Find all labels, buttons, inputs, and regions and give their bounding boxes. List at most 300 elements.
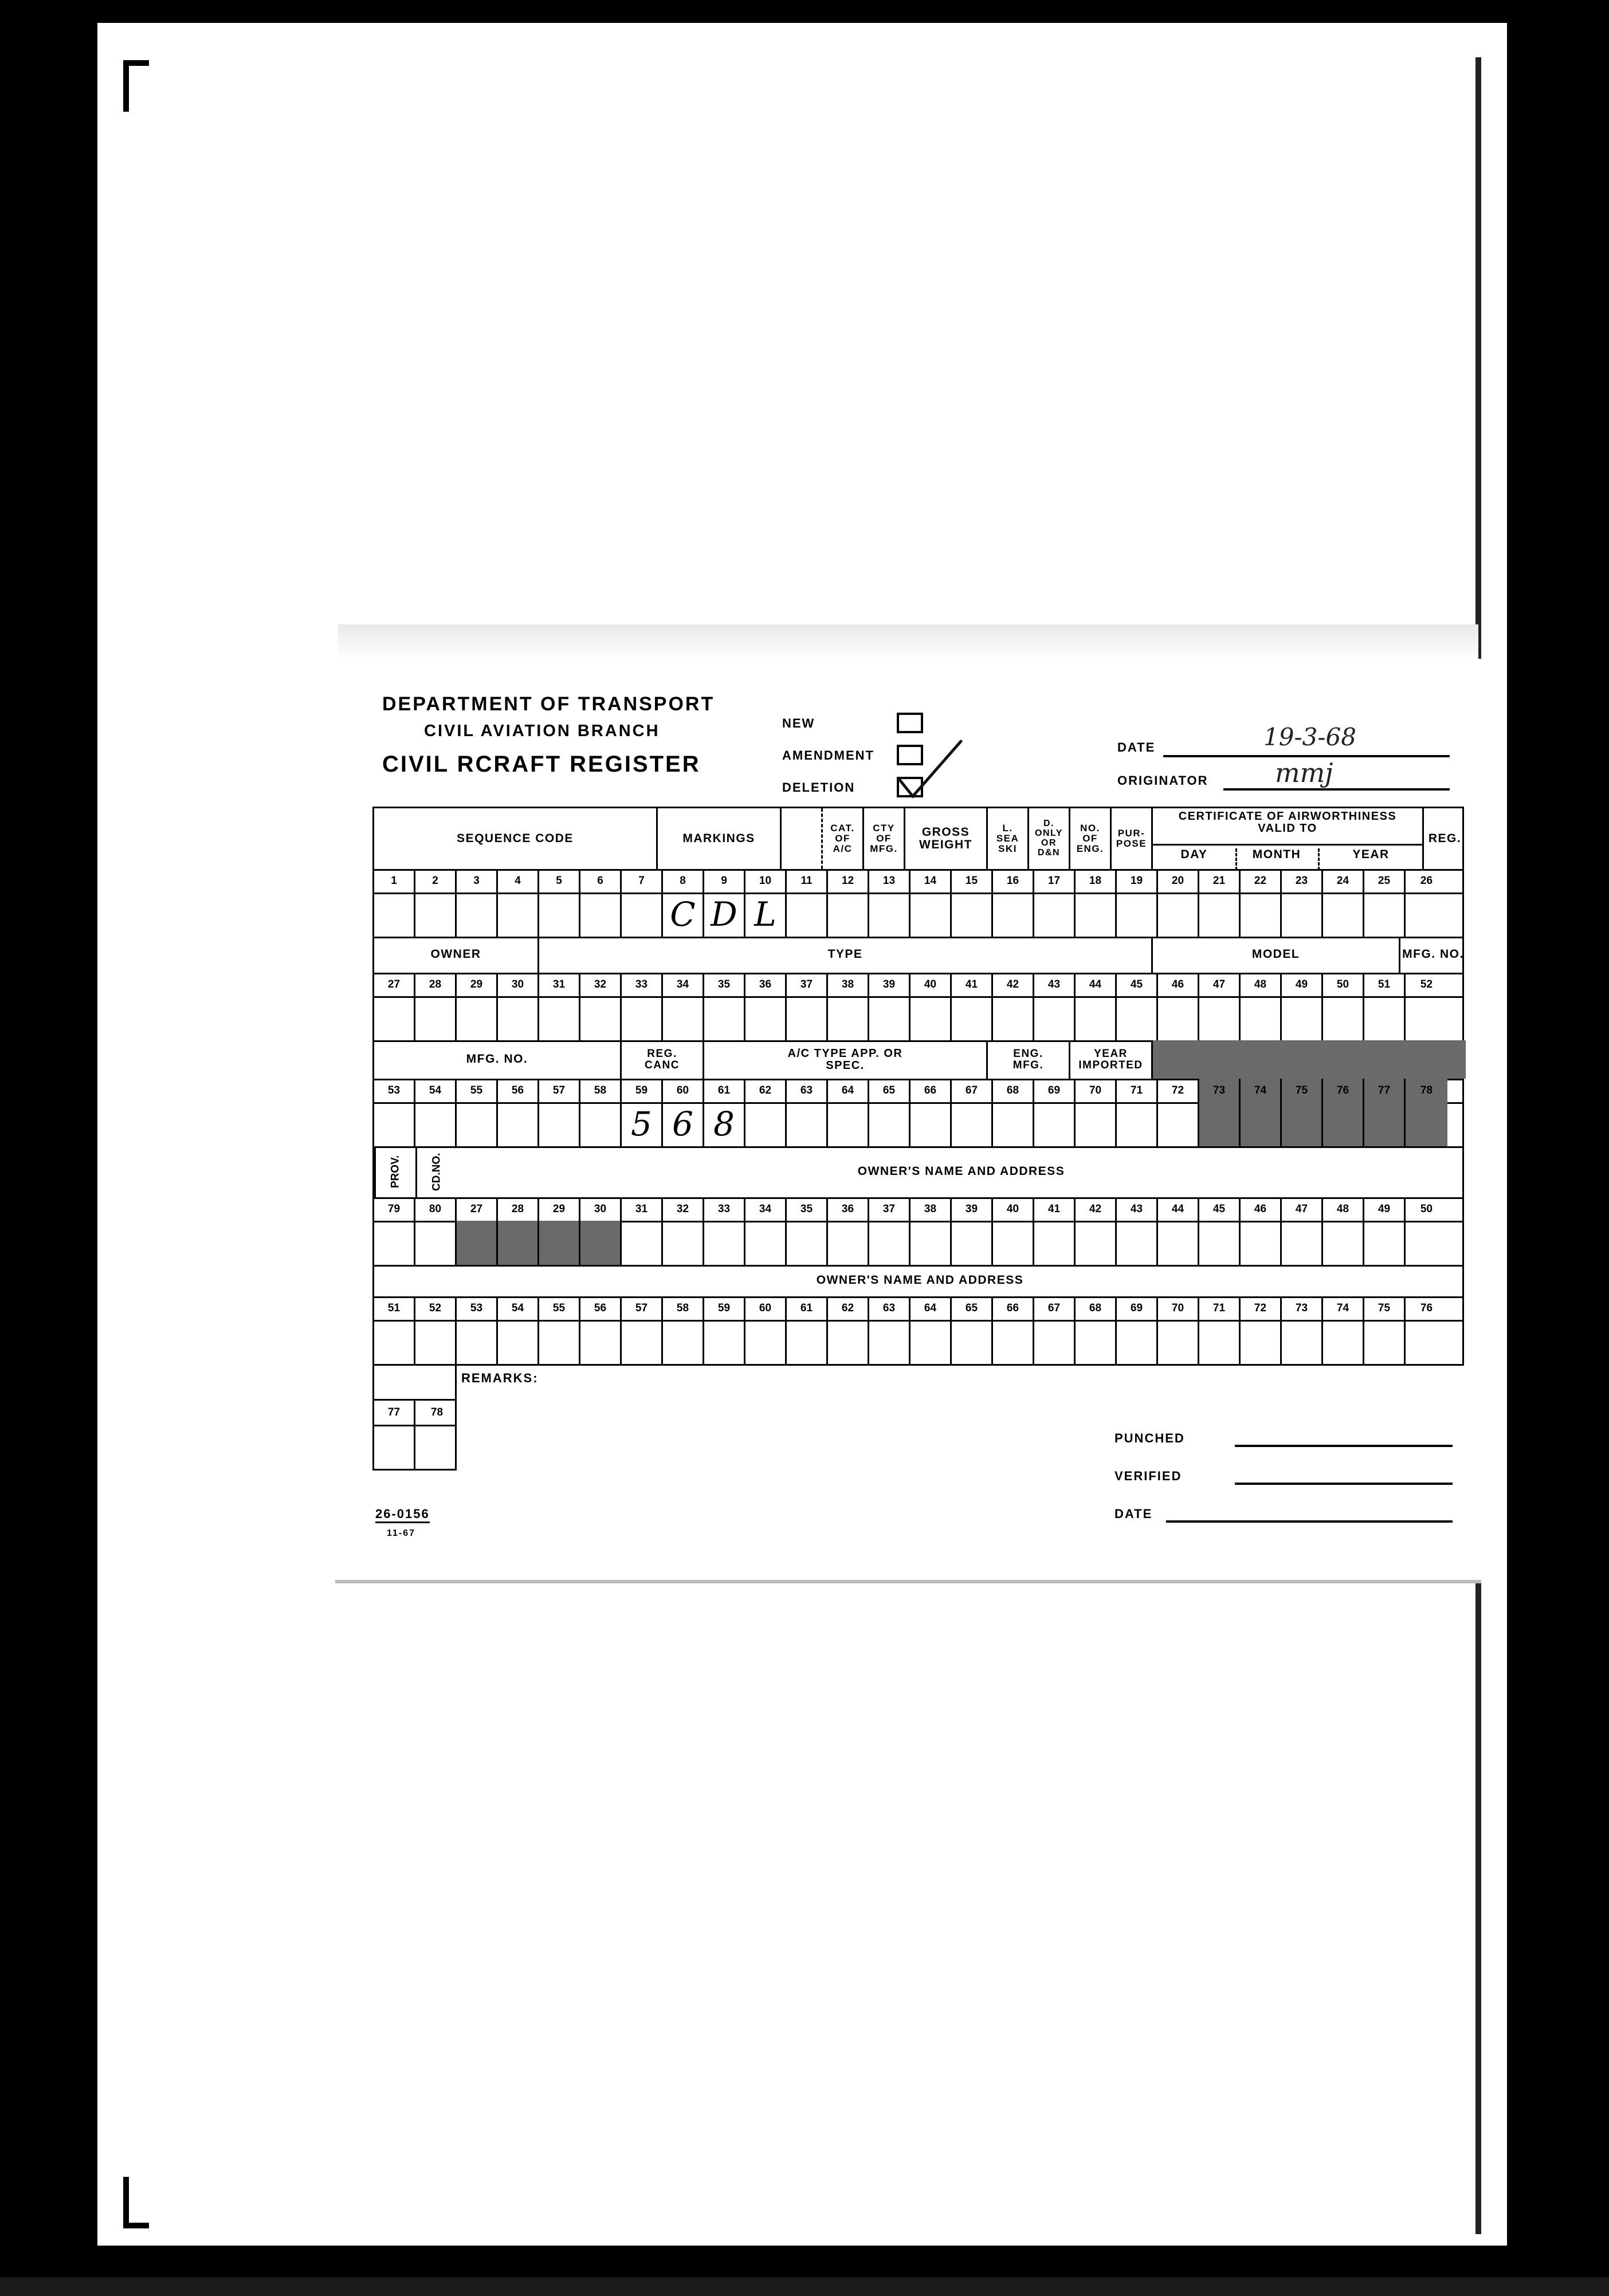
column-number: 58 [663,1296,704,1320]
entry-cell[interactable] [457,1102,498,1146]
entry-cell[interactable] [869,893,911,937]
row3-header [372,1040,1464,1080]
entry-cell[interactable] [745,1102,787,1146]
entry-cell[interactable] [828,996,869,1040]
entry-cell[interactable] [1323,893,1364,937]
row6-number: 78 [430,1406,444,1419]
deletion-label: DELETION [782,780,855,795]
column-number: 70 [1076,1079,1117,1102]
remarks-label: REMARKS: [461,1371,539,1385]
entry-cell[interactable] [457,1221,498,1265]
entry-cell[interactable] [1158,1102,1199,1146]
entry-cell[interactable] [1076,996,1117,1040]
entry-cell[interactable] [580,996,622,1040]
entry-cell[interactable] [1406,1221,1447,1265]
column-number: 10 [745,869,787,893]
verified-line [1235,1483,1453,1485]
entry-cell[interactable] [993,1320,1034,1364]
entry-cell[interactable] [622,996,663,1040]
entry-cell[interactable] [1034,893,1076,937]
entry-cell[interactable] [374,893,415,937]
column-number: 66 [911,1079,952,1102]
entry-cell[interactable]: D [704,893,745,937]
column-number: 60 [745,1296,787,1320]
column-number: 50 [1323,973,1364,996]
column-number: 16 [993,869,1034,893]
row5-header [372,1265,1464,1298]
blank-header [782,808,823,869]
column-number: 61 [704,1079,745,1102]
column-number: 54 [415,1079,457,1102]
entry-cell[interactable] [374,1221,415,1265]
entry-cell[interactable] [1034,996,1076,1040]
row4-header [372,1146,1464,1199]
column-number: 43 [1117,1197,1158,1221]
entry-cell[interactable] [704,1320,745,1364]
column-number: 52 [1420,978,1433,990]
entry-cell[interactable] [1406,1102,1447,1146]
entry-cell[interactable] [952,893,993,937]
cert-year-header: YEAR [1352,848,1390,861]
column-number: 2 [415,869,457,893]
entry-cell[interactable] [1282,893,1323,937]
column-number: 30 [498,973,539,996]
column-number: 25 [1364,869,1406,893]
entry-cell[interactable] [869,996,911,1040]
entry-cell[interactable] [663,1221,704,1265]
column-number: 28 [415,973,457,996]
entry-cell[interactable] [787,893,828,937]
column-number: 26 [1420,874,1433,887]
entry-cell[interactable] [911,1221,952,1265]
entry-cell[interactable] [1076,893,1117,937]
new-checkbox[interactable] [897,713,923,733]
department-title: DEPARTMENT OF TRANSPORT [382,693,715,715]
entry-cell[interactable] [663,1320,704,1364]
entry-cell[interactable] [498,893,539,937]
row3-entries [372,1102,1464,1148]
entry-cell[interactable] [745,1221,787,1265]
entry-cell[interactable] [1241,996,1282,1040]
entry-cell[interactable] [828,1320,869,1364]
register-card [335,659,1481,1581]
entry-cell[interactable] [374,1102,415,1146]
column-number: 58 [580,1079,622,1102]
eng-mfg-header: ENG. MFG. [988,1040,1070,1079]
column-number: 4 [498,869,539,893]
entry-cell[interactable] [911,893,952,937]
column-number: 13 [869,869,911,893]
column-number: 33 [622,973,663,996]
mfg-no-header-2: MFG. NO. [374,1040,622,1079]
entry-cell[interactable] [787,996,828,1040]
entry-cell[interactable] [457,1320,498,1364]
entry-cell[interactable] [1241,893,1282,937]
column-number: 53 [374,1079,415,1102]
entry-cell[interactable] [580,1320,622,1364]
entry-cell[interactable] [539,996,580,1040]
entry-cell[interactable] [828,1102,869,1146]
crop-mark-top-left-h [123,60,149,66]
entry-cell[interactable] [374,996,415,1040]
entry-cell[interactable] [622,1320,663,1364]
column-number: 66 [993,1296,1034,1320]
column-number: 62 [828,1296,869,1320]
column-number: 72 [1241,1296,1282,1320]
no-eng-header: NO. OF ENG. [1070,808,1112,869]
entry-cell[interactable] [539,1221,580,1265]
entry-cell[interactable]: 8 [704,1102,745,1146]
model-header: MODEL [1153,937,1400,973]
entry-cell[interactable] [869,1320,911,1364]
branch-title: CIVIL AVIATION BRANCH [424,722,660,740]
row3-shaded-area [1153,1040,1466,1079]
entry-cell[interactable] [1199,893,1241,937]
column-number: 15 [952,869,993,893]
entry-cell[interactable] [952,1320,993,1364]
gross-weight-header: GROSS WEIGHT [905,808,988,869]
markings-header: MARKINGS [658,808,782,869]
column-number: 69 [1117,1296,1158,1320]
entry-cell[interactable] [993,1102,1034,1146]
column-number: 75 [1364,1296,1406,1320]
column-number: 35 [704,973,745,996]
entry-cell[interactable] [415,1320,457,1364]
entry-cell[interactable] [457,996,498,1040]
column-number: 32 [580,973,622,996]
entry-cell[interactable] [1282,1102,1323,1146]
entry-cell[interactable] [1364,1221,1406,1265]
sequence-code-header: SEQUENCE CODE [374,808,658,869]
entry-cell[interactable] [1117,1320,1158,1364]
footer-date-label: DATE [1114,1507,1153,1521]
entry-cell[interactable] [993,1221,1034,1265]
column-number: 41 [952,973,993,996]
column-number: 64 [911,1296,952,1320]
column-number: 51 [374,1296,415,1320]
entry-cell[interactable] [869,1102,911,1146]
register-title: CIVIL RCRAFT REGISTER [382,752,701,777]
column-number: 46 [1241,1197,1282,1221]
column-number: 5 [539,869,580,893]
cd-no-header: CD.NO. [415,1146,457,1197]
column-number: 52 [415,1296,457,1320]
entry-cell[interactable] [498,1221,539,1265]
entry-cell[interactable] [1364,1320,1406,1364]
row3-numbers [372,1079,1464,1104]
entry-cell[interactable] [1199,1221,1241,1265]
column-number: 54 [498,1296,539,1320]
column-number: 35 [787,1197,828,1221]
entry-cell[interactable] [539,1320,580,1364]
entry-cell[interactable] [1158,1221,1199,1265]
column-number: 38 [828,973,869,996]
crop-mark-top-left [123,60,129,112]
column-number: 11 [787,869,828,893]
column-number: 43 [1034,973,1076,996]
column-number: 71 [1199,1296,1241,1320]
column-number: 1 [374,869,415,893]
column-number: 65 [869,1079,911,1102]
column-number: 24 [1323,869,1364,893]
entry-cell[interactable] [622,893,663,937]
ac-type-app-header: A/C TYPE APP. OR SPEC. [704,1040,988,1079]
column-number: 80 [415,1197,457,1221]
column-number: 68 [993,1079,1034,1102]
column-number: 74 [1241,1079,1282,1102]
column-number: 49 [1364,1197,1406,1221]
prov-header: PROV. [374,1146,415,1197]
column-number: 37 [787,973,828,996]
purpose-header: PUR-POSE [1112,808,1153,869]
type-header: TYPE [539,937,1153,973]
entry-cell[interactable] [1199,996,1241,1040]
entry-cell[interactable] [1282,1320,1323,1364]
entry-cell[interactable] [1364,996,1406,1040]
entry-cell[interactable] [1241,1320,1282,1364]
column-number: 44 [1158,1197,1199,1221]
entry-cell[interactable]: 6 [663,1102,704,1146]
entry-cell[interactable] [415,1221,457,1265]
row1-numbers [372,869,1464,894]
column-number: 29 [539,1197,580,1221]
day-night-header: D. ONLY OR D&N [1029,808,1070,869]
entry-cell[interactable] [1199,1102,1241,1146]
entry-cell[interactable] [745,996,787,1040]
row4-entries [372,1221,1464,1267]
reg-header: REG. [1428,831,1462,845]
entry-cell[interactable] [580,1102,622,1146]
column-number: 22 [1241,869,1282,893]
entry-cell[interactable] [787,1221,828,1265]
column-number: 53 [457,1296,498,1320]
entry-cell[interactable]: 5 [622,1102,663,1146]
entry-cell[interactable] [1323,996,1364,1040]
column-number: 61 [787,1296,828,1320]
row6-entry[interactable] [415,1425,458,1469]
card-shadow [338,624,1478,659]
row1-entries [372,893,1464,938]
column-number: 75 [1282,1079,1323,1102]
entry-cell[interactable] [1199,1320,1241,1364]
column-number: 14 [911,869,952,893]
entry-cell[interactable] [457,893,498,937]
column-number: 76 [1420,1302,1433,1314]
column-number: 56 [580,1296,622,1320]
column-number: 27 [374,973,415,996]
entry-cell[interactable] [1117,1221,1158,1265]
column-number: 40 [993,1197,1034,1221]
row2-numbers [372,973,1464,998]
column-number: 67 [952,1079,993,1102]
row6-entry[interactable] [374,1425,415,1469]
column-number: 7 [622,869,663,893]
entry-cell[interactable] [911,996,952,1040]
entry-cell[interactable] [539,893,580,937]
column-number: 48 [1241,973,1282,996]
column-number: 78 [1406,1079,1447,1102]
column-number: 74 [1323,1296,1364,1320]
column-number: 27 [457,1197,498,1221]
column-number: 59 [622,1079,663,1102]
row5-numbers [372,1296,1464,1322]
column-number: 68 [1076,1296,1117,1320]
entry-cell[interactable] [869,1221,911,1265]
entry-cell[interactable] [745,1320,787,1364]
entry-cell[interactable] [1076,1102,1117,1146]
entry-cell[interactable] [993,996,1034,1040]
column-number: 62 [745,1079,787,1102]
entry-cell[interactable] [498,996,539,1040]
column-number: 47 [1282,1197,1323,1221]
entry-cell[interactable] [911,1102,952,1146]
airworthiness-divider [1153,844,1422,846]
sea-ski-header: L. SEA SKI [988,808,1029,869]
column-number: 63 [787,1079,828,1102]
entry-cell[interactable] [1117,893,1158,937]
entry-cell[interactable] [1076,1320,1117,1364]
entry-cell[interactable] [1241,1221,1282,1265]
airworthiness-header [1153,808,1424,869]
column-number: 67 [1034,1296,1076,1320]
column-number: 72 [1158,1079,1199,1102]
originator-line [1223,788,1450,791]
entry-cell[interactable] [787,1320,828,1364]
entry-cell[interactable] [1034,1102,1076,1146]
column-number: 42 [993,973,1034,996]
entry-cell[interactable] [498,1102,539,1146]
column-number: 79 [374,1197,415,1221]
entry-cell[interactable] [415,893,457,937]
column-number: 50 [1420,1202,1433,1215]
column-number: 70 [1158,1296,1199,1320]
entry-cell[interactable] [1323,1102,1364,1146]
column-number: 56 [498,1079,539,1102]
entry-cell[interactable]: L [745,893,787,937]
row2-entries [372,996,1464,1042]
entry-cell[interactable] [1282,996,1323,1040]
entry-cell[interactable]: C [663,893,704,937]
entry-cell[interactable] [580,893,622,937]
originator-label: ORIGINATOR [1117,773,1208,788]
date-label: DATE [1117,740,1156,754]
column-number: 33 [704,1197,745,1221]
owner-header: OWNER [374,937,539,973]
entry-cell[interactable] [498,1320,539,1364]
column-number: 77 [1364,1079,1406,1102]
entry-cell[interactable] [787,1102,828,1146]
column-number: 38 [911,1197,952,1221]
column-number: 37 [869,1197,911,1221]
reg-canc-header: REG. CANC [622,1040,704,1079]
column-number: 44 [1076,973,1117,996]
entry-cell[interactable] [1364,893,1406,937]
column-number: 49 [1282,973,1323,996]
entry-cell[interactable] [828,1221,869,1265]
column-number: 57 [539,1079,580,1102]
entry-cell[interactable] [1323,1221,1364,1265]
entry-cell[interactable] [1406,893,1447,937]
column-number: 40 [911,973,952,996]
entry-cell[interactable] [704,996,745,1040]
column-number: 55 [457,1079,498,1102]
entry-cell[interactable] [622,1221,663,1265]
entry-cell[interactable] [1117,996,1158,1040]
column-number: 64 [828,1079,869,1102]
entry-cell[interactable] [1158,996,1199,1040]
column-number: 31 [622,1197,663,1221]
column-number: 48 [1323,1197,1364,1221]
entry-cell[interactable] [580,1221,622,1265]
row5-entries [372,1320,1464,1366]
column-number: 34 [663,973,704,996]
column-number: 73 [1282,1296,1323,1320]
entry-cell[interactable] [704,1221,745,1265]
crop-mark-bottom-left [123,2177,129,2228]
row2-header [372,937,1464,974]
entry-cell[interactable] [1364,1102,1406,1146]
column-number: 3 [457,869,498,893]
airworthiness-title: CERTIFICATE OF AIRWORTHINESS VALID TO [1178,810,1397,835]
column-number: 19 [1117,869,1158,893]
row6-number: 77 [374,1401,415,1425]
column-number: 29 [457,973,498,996]
entry-cell[interactable] [828,893,869,937]
entry-cell[interactable] [1241,1102,1282,1146]
amendment-label: AMENDMENT [782,748,874,762]
column-number: 17 [1034,869,1076,893]
column-number: 57 [622,1296,663,1320]
originator-value[interactable]: mmj [1275,757,1333,788]
column-number: 34 [745,1197,787,1221]
entry-cell[interactable] [1034,1221,1076,1265]
date-value[interactable]: 19-3-68 [1263,723,1356,751]
entry-cell[interactable] [1117,1102,1158,1146]
entry-cell[interactable] [952,1102,993,1146]
check-mark-icon [897,739,966,802]
entry-cell[interactable] [952,1221,993,1265]
cty-mfg-header: CTY OF MFG. [864,808,905,869]
entry-cell[interactable] [1406,1320,1447,1364]
column-number: 76 [1323,1079,1364,1102]
card-bottom-edge [335,1580,1481,1583]
entry-cell[interactable] [374,1320,415,1364]
entry-cell[interactable] [1076,1221,1117,1265]
entry-cell[interactable] [1158,1320,1199,1364]
entry-cell[interactable] [993,893,1034,937]
column-number: 18 [1076,869,1117,893]
entry-cell[interactable] [911,1320,952,1364]
column-number: 47 [1199,973,1241,996]
entry-cell[interactable] [1282,1221,1323,1265]
form-number: 26-0156 [375,1507,430,1523]
column-number: 45 [1199,1197,1241,1221]
entry-cell[interactable] [1406,996,1447,1040]
column-number: 39 [952,1197,993,1221]
entry-cell[interactable] [1158,893,1199,937]
entry-cell[interactable] [1034,1320,1076,1364]
column-number: 36 [745,973,787,996]
entry-cell[interactable] [415,996,457,1040]
column-number: 46 [1158,973,1199,996]
entry-cell[interactable] [952,996,993,1040]
row6-numbers [372,1399,457,1426]
entry-cell[interactable] [663,996,704,1040]
entry-cell[interactable] [1323,1320,1364,1364]
entry-cell[interactable] [415,1102,457,1146]
owner-name-address-header-1: OWNER'S NAME AND ADDRESS [857,1165,1065,1178]
entry-cell[interactable] [539,1102,580,1146]
